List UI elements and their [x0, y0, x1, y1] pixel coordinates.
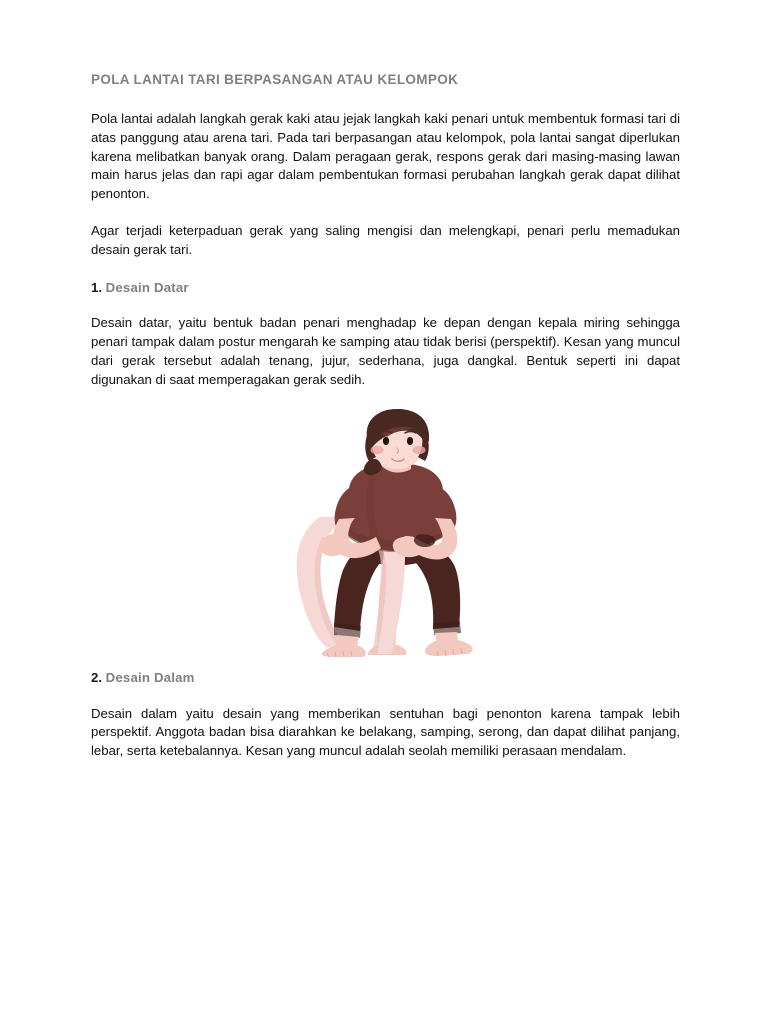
paragraph-section-2-body: Desain dalam yaitu desain yang memberikan sentuhan bagi penonton karena tampak lebih perspektif. Anggota badan bisa diarahkan ke belakang, samping, serong, dan dapat dilihat panjang, lebar, serta ketebalannya. Kesan yang muncul adalah seolah memiliki perasaan mendalam.	[91, 705, 680, 759]
illustration-container	[91, 407, 680, 659]
section-heading-2	[91, 669, 680, 686]
paragraph-intro-1: Pola lantai adalah langkah gerak kaki atau jejak langkah kaki penari untuk membentuk formasi tari di atas panggung atau arena tari. Pada tari berpasangan atau kelompok, pola lantai sangat diperlukan karena melibatkan banyak orang. Dalam peragaan gerak, respons gerak dari masing-masing lawan main harus jelas dan rapi agar dalam pembentukan formasi perubahan langkah gerak dapat dilihat penonton.	[91, 111, 680, 202]
section-heading-1	[91, 279, 680, 296]
document-content	[91, 72, 680, 779]
paragraph-intro-2: Agar terjadi keterpaduan gerak yang saling mengisi dan melengkapi, penari perlu memadukan desain gerak tari.	[91, 222, 680, 257]
section-title-1: Desain Datar	[105, 280, 189, 296]
head	[364, 409, 429, 475]
paragraph-section-1-body: Desain datar, yaitu bentuk badan penari menghadap ke depan dengan kepala miring sehingga penari tampak dalam postur mengarah ke samping atau tidak berisi (perspektif). Kesan yang muncul dari gerak tersebut adalah tenang, jujur, sederhana, juga dangkal. Bentuk seperti ini dapat digunakan di saat memperagakan gerak sedih.	[91, 315, 680, 387]
section-title-2: Desain Dalam	[105, 670, 195, 686]
section-number-2: 2.	[91, 670, 102, 686]
page-title: POLA LANTAI TARI BERPASANGAN ATAU KELOMPOK	[91, 72, 459, 87]
section-number-1: 1.	[91, 280, 102, 296]
dancer-illustration	[277, 407, 513, 657]
